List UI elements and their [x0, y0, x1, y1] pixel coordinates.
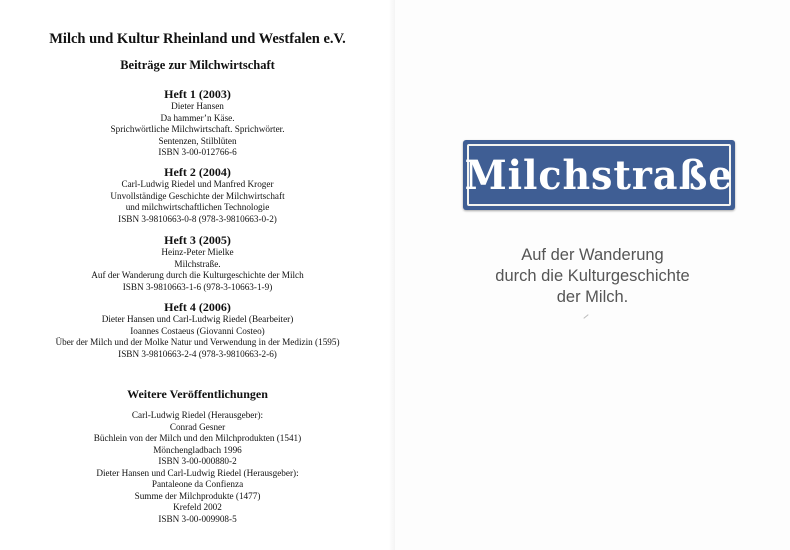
publication-line: Carl-Ludwig Riedel (Herausgeber):	[131, 410, 264, 420]
issue-line: Heinz-Peter Mielke	[161, 247, 234, 257]
further-publications-list	[0, 410, 395, 525]
issue-line: Unvollständige Geschichte der Milchwirtschaft	[110, 190, 285, 201]
issue-isbn: ISBN 3-9810663-1-6 (978-3-10663-1-9)	[122, 281, 273, 292]
issue-line: Sprichwörtliche Milchwirtschaft. Sprichwörter.	[110, 124, 285, 134]
publication-line: Summe der Milchprodukte (1477)	[134, 490, 261, 501]
issue-title: Heft 3 (2005)	[164, 233, 231, 247]
publication-line: Büchlein von der Milch und den Milchprodukten (1541)	[93, 433, 302, 443]
issue-line: Da hammer’n Käse.	[160, 112, 235, 123]
issue-title: Heft 1 (2003)	[164, 87, 231, 101]
issue-1	[0, 87, 395, 159]
organization-title: Milch und Kultur Rheinland und Westfalen e.V.	[49, 31, 346, 47]
issue-isbn: ISBN 3-9810663-0-8 (978-3-9810663-0-2)	[118, 213, 277, 224]
publication-line: Dieter Hansen und Carl-Ludwig Riedel (Herausgeber):	[96, 467, 299, 478]
publication-line: Conrad Gesner	[169, 421, 226, 432]
series-title: Beiträge zur Milchwirtschaft	[120, 58, 275, 72]
issue-3	[0, 233, 395, 293]
issue-line: Dieter Hansen	[171, 101, 224, 111]
publication-line: Krefeld 2002	[173, 502, 222, 512]
issue-isbn: ISBN 3-00-012766-6	[158, 147, 237, 157]
publication-line: Pantaleone da Confienza	[151, 479, 244, 489]
subtitle-line: durch die Kulturgeschichte	[495, 267, 690, 285]
issue-4	[0, 300, 395, 360]
issue-line: Dieter Hansen und Carl-Ludwig Riedel (Bearbeiter)	[101, 314, 294, 324]
further-publications-title: Weitere Veröffentlichungen	[127, 387, 268, 401]
subtitle-line: der Milch.	[556, 288, 629, 306]
subtitle-line: Auf der Wanderung	[521, 246, 664, 264]
publication-isbn: ISBN 3-00-009908-5	[158, 513, 237, 524]
issue-line: Auf der Wanderung durch die Kulturgeschichte der Milch	[91, 270, 304, 280]
issue-2	[0, 165, 395, 225]
issue-line: und milchwirtschaftlichen Technologie	[125, 202, 270, 212]
issue-title: Heft 2 (2004)	[164, 165, 231, 179]
book-subtitle	[395, 245, 790, 308]
issue-line: Ioannes Costaeus (Giovanni Costeo)	[130, 325, 265, 336]
issue-line: Sentenzen, Stilblüten	[158, 135, 237, 146]
issue-line: Über der Milch und der Molke Natur und Verwendung in der Medizin (1595)	[55, 337, 340, 347]
publication-isbn: ISBN 3-00-000880-2	[158, 456, 237, 466]
issue-title: Heft 4 (2006)	[164, 300, 231, 314]
sign-title: Milchstraße	[464, 151, 734, 199]
issue-line: Carl-Ludwig Riedel und Manfred Kroger	[121, 179, 274, 189]
issue-isbn: ISBN 3-9810663-2-4 (978-3-9810663-2-6)	[118, 348, 277, 359]
issue-line: Milchstraße.	[174, 258, 221, 269]
street-sign	[463, 140, 735, 210]
publication-line: Mönchengladbach 1996	[153, 444, 242, 455]
